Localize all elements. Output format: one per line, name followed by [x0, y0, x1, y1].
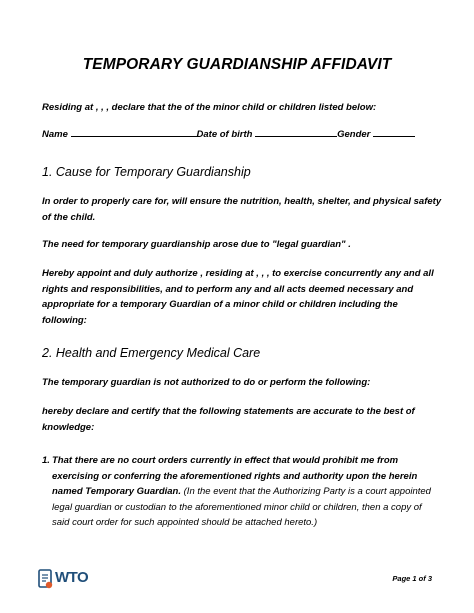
section2-heading: 2. Health and Emergency Medical Care	[42, 346, 261, 360]
page-number: Page 1 of 3	[392, 574, 432, 583]
document-title: TEMPORARY GUARDIANSHIP AFFIDAVIT	[82, 56, 392, 73]
list-item-text	[52, 453, 432, 531]
child-info-line	[42, 127, 442, 143]
dob-blank[interactable]	[255, 127, 337, 137]
list-item-normal-text: (In the event that the Authorizing Party is a court appointed legal guardian or custodian to the aforementioned minor child or children, then a copy of said court order for such appointed should be attached hereto.)	[52, 486, 431, 529]
section1-heading: 1. Cause for Temporary Guardianship	[42, 165, 251, 179]
section1-paragraph-1: In order to properly care for, will ensure the nutrition, health, shelter, and physical safety of the child.	[42, 196, 442, 223]
section2-paragraph-1: The temporary guardian is not authorized to do or perform the following:	[42, 377, 371, 388]
gender-label: Gender	[337, 129, 371, 140]
intro-paragraph: Residing at , , , declare that the of the minor child or children listed below:	[42, 102, 377, 113]
document-icon	[38, 569, 53, 589]
dob-label: Date of birth	[196, 129, 253, 140]
section1-paragraph-3: Hereby appoint and duly authorize , residing at , , , to exercise concurrently any and all rights and responsibilities, and to perform any and all acts deemed necessary and appropriate for a temporary Guardian of a minor child or children including the following:	[42, 268, 434, 326]
list-item-number: 1.	[42, 455, 50, 466]
gender-blank[interactable]	[373, 127, 415, 137]
name-blank[interactable]	[71, 127, 197, 137]
footer-logo	[38, 568, 108, 590]
section2-paragraph-2: hereby declare and certify that the following statements are accurate to the best of knowledge:	[42, 406, 415, 433]
section1-paragraph-2: The need for temporary guardianship arose due to "legal guardian" .	[42, 239, 351, 250]
logo-text: WTO	[55, 569, 89, 586]
name-label: Name	[42, 129, 68, 140]
list-item-bold-text: That there are no court orders currently in effect that would prohibit me from exercising or conferring the aforementioned rights and authority upon the herein named Temporary Guardian.	[52, 455, 418, 498]
